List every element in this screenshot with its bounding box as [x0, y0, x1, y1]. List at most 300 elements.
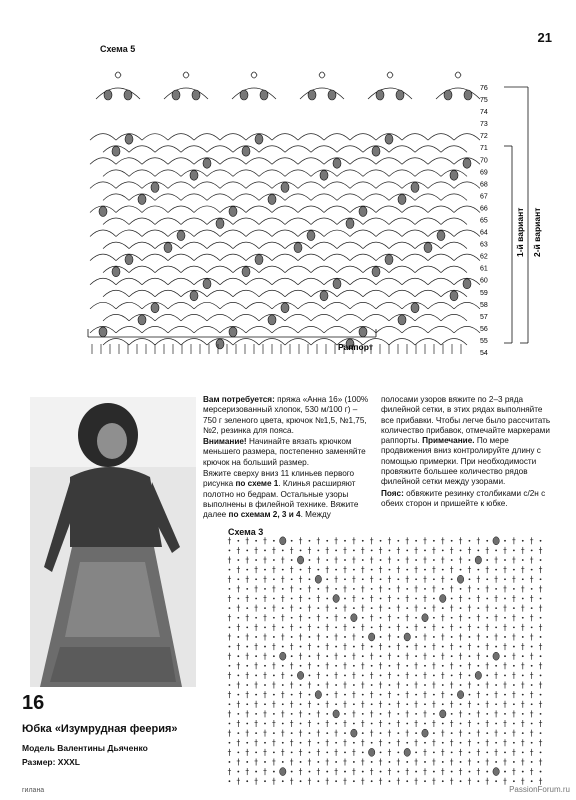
chain-dot: [433, 598, 435, 600]
chain-dot: [371, 626, 373, 628]
chain-arch: [246, 326, 272, 333]
chain-dot: [389, 723, 391, 725]
chain-dot: [264, 588, 266, 590]
chain-arch: [363, 290, 389, 297]
chain-dot: [291, 617, 293, 619]
scheme-3-title: Схема 3: [228, 527, 264, 537]
chain-dot: [291, 655, 293, 657]
materials-label: Вам потребуется:: [203, 395, 275, 404]
chain-dot: [309, 675, 311, 677]
chain-dot: [335, 742, 337, 744]
chain-arch: [324, 206, 350, 213]
chain-arch: [259, 266, 285, 273]
chain-dot: [237, 598, 239, 600]
cluster-stitch: [463, 279, 471, 289]
chain-arch: [90, 230, 116, 237]
chain-dot: [246, 780, 248, 782]
chain-dot: [309, 655, 311, 657]
attention-text: Начинайте вязать крючком меньшего размера, постепенно заменяйте крючок на больший размер.: [203, 437, 366, 467]
chain-dot: [264, 723, 266, 725]
chain-dot: [371, 607, 373, 609]
chain-arch: [116, 182, 142, 189]
chain-arch: [233, 338, 259, 345]
cluster-stitch: [280, 537, 286, 545]
cluster-stitch: [368, 633, 374, 641]
chain-dot: [415, 540, 417, 542]
belt-paragraph: [381, 489, 551, 510]
chain-dot: [246, 646, 248, 648]
chain-dot: [317, 742, 319, 744]
chain-dot: [451, 578, 453, 580]
chain-dot: [371, 550, 373, 552]
chain-dot: [522, 655, 524, 657]
materials-text: пряжа «Анна 16» (100% мерсеризованный хлопок, 530 м/100 г) – 750 г зеленого цвета, крючок №1,5, №1,75, №2, резинка для пояса.: [203, 395, 369, 435]
chain-arch: [220, 158, 246, 165]
chain-arch: [402, 134, 428, 141]
chain-dot: [335, 646, 337, 648]
chain-arch: [272, 278, 298, 285]
chain-arch: [233, 314, 259, 321]
chain-arch: [285, 170, 311, 177]
chain-arch: [259, 290, 285, 297]
chain-dot: [486, 751, 488, 753]
chain-dot: [300, 550, 302, 552]
chain-dot: [229, 626, 231, 628]
chain-arch: [129, 146, 155, 153]
chain-dot: [477, 703, 479, 705]
chain-dot: [353, 684, 355, 686]
chain-dot: [433, 771, 435, 773]
chain-dot: [362, 655, 364, 657]
footer-publisher: гилана: [22, 787, 45, 794]
picot: [455, 72, 461, 78]
chain-dot: [246, 665, 248, 667]
chain-arch: [350, 254, 376, 260]
chain-arch: [116, 326, 142, 333]
chain-dot: [415, 655, 417, 657]
chain-arch: [311, 314, 337, 321]
row-number: 59: [480, 289, 488, 297]
chain-dot: [344, 540, 346, 542]
chain-arch: [233, 218, 259, 225]
pattern-text-e: . Между: [300, 510, 331, 520]
chain-arch: [350, 230, 376, 237]
chain-arch: [311, 194, 337, 201]
cluster-stitch: [422, 729, 428, 737]
chain-arch: [155, 194, 181, 201]
chain-dot: [300, 588, 302, 590]
chain-arch: [402, 254, 428, 260]
stripes-paragraph: [381, 395, 551, 488]
chain-dot: [282, 742, 284, 744]
chain-dot: [513, 684, 515, 686]
chain-arch: [272, 254, 298, 260]
chain-dot: [424, 569, 426, 571]
chain-dot: [433, 732, 435, 734]
chain-arch: [272, 158, 298, 165]
cluster-stitch: [440, 595, 446, 603]
variant1-label: 1-й вариант: [515, 207, 525, 257]
chain-arch: [363, 170, 389, 177]
border-arch: [436, 88, 480, 99]
cluster-stitch: [151, 303, 159, 313]
chain-dot: [335, 665, 337, 667]
chain-dot: [460, 569, 462, 571]
chain-arch: [181, 146, 207, 153]
chain-dot: [460, 761, 462, 763]
row-number: 67: [480, 193, 488, 201]
row-number: 76: [480, 85, 488, 92]
chain-dot: [433, 713, 435, 715]
chain-dot: [513, 646, 515, 648]
cluster-stitch: [475, 671, 481, 679]
chain-arch: [207, 314, 233, 321]
chain-arch: [259, 146, 285, 153]
chain-arch: [389, 218, 415, 225]
picot: [319, 72, 325, 78]
chain-arch: [298, 254, 324, 260]
row-number: 75: [480, 97, 488, 105]
chain-dot: [397, 675, 399, 677]
chain-dot: [406, 723, 408, 725]
chain-dot: [540, 559, 542, 561]
cluster-stitch: [457, 691, 463, 699]
chain-dot: [469, 598, 471, 600]
chain-dot: [273, 578, 275, 580]
chain-dot: [273, 655, 275, 657]
chain-dot: [380, 771, 382, 773]
chain-dot: [255, 559, 257, 561]
chain-dot: [255, 540, 257, 542]
chain-arch: [454, 254, 480, 260]
chain-dot: [469, 713, 471, 715]
chain-arch: [298, 206, 324, 213]
chain-dot: [246, 626, 248, 628]
cluster-stitch: [280, 768, 286, 776]
chain-dot: [229, 780, 231, 782]
chain-dot: [460, 665, 462, 667]
chain-arch: [428, 326, 454, 333]
chain-dot: [406, 780, 408, 782]
picot: [183, 72, 189, 78]
chain-dot: [540, 617, 542, 619]
chain-dot: [513, 569, 515, 571]
chain-dot: [486, 655, 488, 657]
chain-dot: [291, 751, 293, 753]
chain-dot: [353, 588, 355, 590]
chain-dot: [540, 732, 542, 734]
cluster-stitch: [351, 614, 357, 622]
chain-arch: [142, 206, 168, 213]
row-number: 71: [480, 145, 488, 153]
cluster-stitch: [398, 315, 406, 325]
chain-arch: [441, 146, 467, 153]
chain-dot: [540, 751, 542, 753]
row-number: 64: [480, 229, 488, 237]
cluster-stitch: [475, 556, 481, 564]
chain-dot: [495, 588, 497, 590]
chain-arch: [285, 266, 311, 273]
chain-dot: [291, 540, 293, 542]
chain-dot: [531, 626, 533, 628]
chain-dot: [477, 550, 479, 552]
chain-dot: [504, 598, 506, 600]
chain-dot: [397, 617, 399, 619]
chain-dot: [397, 636, 399, 638]
cluster-stitch: [203, 158, 211, 168]
picot: [251, 72, 257, 78]
chain-dot: [469, 732, 471, 734]
chain-dot: [264, 626, 266, 628]
cluster-stitch: [307, 231, 315, 241]
chain-dot: [424, 780, 426, 782]
chain-arch: [272, 326, 298, 333]
chain-dot: [495, 646, 497, 648]
chain-dot: [442, 684, 444, 686]
chain-dot: [326, 732, 328, 734]
chain-arch: [311, 338, 337, 345]
chain-dot: [442, 780, 444, 782]
chain-dot: [246, 723, 248, 725]
chain-dot: [522, 675, 524, 677]
chain-dot: [380, 694, 382, 696]
chain-arch: [168, 134, 194, 141]
chain-arch: [194, 302, 220, 309]
chain-dot: [309, 713, 311, 715]
chain-dot: [326, 675, 328, 677]
chain-arch: [298, 278, 324, 285]
chain-arch: [415, 338, 441, 345]
chain-dot: [326, 617, 328, 619]
chain-dot: [237, 713, 239, 715]
chain-dot: [326, 540, 328, 542]
row-number: 56: [480, 325, 488, 333]
row-number: 73: [480, 121, 488, 129]
chain-dot: [433, 540, 435, 542]
chain-dot: [451, 694, 453, 696]
chain-dot: [477, 646, 479, 648]
chain-arch: [441, 338, 467, 345]
chain-dot: [522, 636, 524, 638]
cluster-stitch: [242, 146, 250, 156]
chain-arch: [220, 230, 246, 237]
chain-dot: [273, 713, 275, 715]
chain-dot: [522, 559, 524, 561]
cluster-stitch: [112, 267, 120, 277]
chain-dot: [237, 636, 239, 638]
chain-arch: [415, 314, 441, 321]
chain-dot: [291, 713, 293, 715]
chain-dot: [335, 569, 337, 571]
chain-dot: [389, 626, 391, 628]
chain-arch: [376, 182, 402, 189]
cluster-stitch: [242, 267, 250, 277]
chain-dot: [486, 598, 488, 600]
chain-dot: [406, 550, 408, 552]
chain-dot: [344, 675, 346, 677]
cluster-stitch: [255, 134, 263, 144]
chain-arch: [454, 134, 480, 141]
chain-dot: [460, 626, 462, 628]
chain-dot: [353, 626, 355, 628]
chain-dot: [362, 559, 364, 561]
chain-dot: [300, 607, 302, 609]
cluster-stitch: [346, 219, 354, 229]
chain-dot: [442, 703, 444, 705]
chain-dot: [317, 684, 319, 686]
chain-arch: [246, 230, 272, 237]
chain-arch: [142, 134, 168, 141]
chain-arch: [116, 158, 142, 165]
chain-arch: [103, 194, 129, 201]
chain-arch: [246, 206, 272, 213]
chain-arch: [168, 302, 194, 309]
chain-arch: [415, 290, 441, 297]
chain-arch: [428, 134, 454, 141]
row-number: 69: [480, 169, 488, 177]
chain-arch: [116, 302, 142, 309]
chain-dot: [309, 694, 311, 696]
chain-dot: [229, 703, 231, 705]
cluster-stitch: [255, 255, 263, 265]
chain-dot: [469, 771, 471, 773]
chain-dot: [406, 761, 408, 763]
chain-arch: [181, 314, 207, 321]
chain-dot: [495, 703, 497, 705]
chain-arch: [428, 182, 454, 189]
chain-dot: [380, 540, 382, 542]
chain-dot: [442, 607, 444, 609]
chain-arch: [363, 314, 389, 321]
cluster-stitch: [280, 652, 286, 660]
chain-dot: [229, 550, 231, 552]
chain-dot: [335, 588, 337, 590]
cluster-stitch: [437, 231, 445, 241]
cluster-stitch: [440, 710, 446, 718]
chain-dot: [237, 540, 239, 542]
chain-dot: [486, 675, 488, 677]
chain-dot: [397, 694, 399, 696]
chain-dot: [522, 713, 524, 715]
chain-arch: [103, 314, 129, 321]
cluster-stitch: [398, 194, 406, 204]
chain-dot: [477, 780, 479, 782]
chain-dot: [300, 646, 302, 648]
chain-dot: [317, 780, 319, 782]
chain-dot: [353, 569, 355, 571]
chain-dot: [513, 742, 515, 744]
chain-arch: [90, 182, 116, 189]
cluster-stitch: [297, 556, 303, 564]
chain-dot: [486, 540, 488, 542]
chain-dot: [397, 598, 399, 600]
chain-dot: [255, 578, 257, 580]
cluster-stitch: [396, 90, 404, 100]
chain-dot: [380, 713, 382, 715]
chain-arch: [155, 338, 181, 345]
chain-arch: [207, 194, 233, 201]
chain-arch: [155, 290, 181, 297]
chain-arch: [441, 266, 467, 273]
chain-dot: [264, 761, 266, 763]
cluster-stitch: [450, 170, 458, 180]
chain-arch: [389, 170, 415, 177]
chain-dot: [300, 761, 302, 763]
chain-arch: [103, 290, 129, 297]
chain-dot: [317, 626, 319, 628]
chain-dot: [371, 723, 373, 725]
chain-dot: [380, 559, 382, 561]
chain-dot: [317, 646, 319, 648]
chain-dot: [442, 761, 444, 763]
chain-arch: [389, 146, 415, 153]
chain-dot: [255, 617, 257, 619]
chain-arch: [168, 254, 194, 260]
chain-dot: [415, 771, 417, 773]
chain-dot: [291, 694, 293, 696]
chain-dot: [522, 578, 524, 580]
chain-arch: [324, 326, 350, 333]
chain-arch: [90, 254, 116, 260]
chain-dot: [255, 751, 257, 753]
chain-dot: [282, 607, 284, 609]
cluster-stitch: [333, 279, 341, 289]
chain-dot: [522, 694, 524, 696]
chain-dot: [255, 675, 257, 677]
stripes-text: полосами узоров вяжите по 2–3 ряда филейной сетки, в этих рядах выполняйте все прибавки. Чтобы легче было рассчитать количество прибавок, отмечайте маркерами раппорты.: [381, 395, 551, 446]
scheme-5-title: Схема 5: [100, 44, 136, 54]
chain-dot: [513, 761, 515, 763]
chain-dot: [353, 665, 355, 667]
chain-dot: [531, 607, 533, 609]
chain-arch: [415, 146, 441, 153]
cluster-stitch: [112, 146, 120, 156]
chain-arch: [142, 278, 168, 285]
chain-dot: [406, 742, 408, 744]
cluster-stitch: [385, 255, 393, 265]
chain-dot: [353, 646, 355, 648]
pattern-scheme-1: по схеме 1: [235, 479, 279, 489]
row-number: 62: [480, 253, 488, 261]
chain-dot: [397, 713, 399, 715]
cluster-stitch: [351, 729, 357, 737]
chain-dot: [513, 607, 515, 609]
chain-dot: [246, 607, 248, 609]
row-number: 58: [480, 301, 488, 309]
cluster-stitch: [372, 146, 380, 156]
chain-dot: [255, 598, 257, 600]
chain-arch: [155, 314, 181, 321]
chain-dot: [362, 713, 364, 715]
chain-arch: [246, 158, 272, 165]
chain-arch: [363, 242, 389, 249]
cluster-stitch: [229, 327, 237, 337]
chain-dot: [335, 684, 337, 686]
chain-arch: [116, 206, 142, 213]
chain-dot: [229, 665, 231, 667]
chain-dot: [389, 550, 391, 552]
chain-arch: [350, 278, 376, 285]
chain-dot: [486, 694, 488, 696]
chain-dot: [504, 617, 506, 619]
chain-dot: [317, 588, 319, 590]
cluster-stitch: [411, 303, 419, 313]
chain-dot: [237, 655, 239, 657]
chain-dot: [380, 751, 382, 753]
chain-dot: [460, 588, 462, 590]
pattern-paragraph: [203, 469, 370, 520]
chain-dot: [477, 723, 479, 725]
